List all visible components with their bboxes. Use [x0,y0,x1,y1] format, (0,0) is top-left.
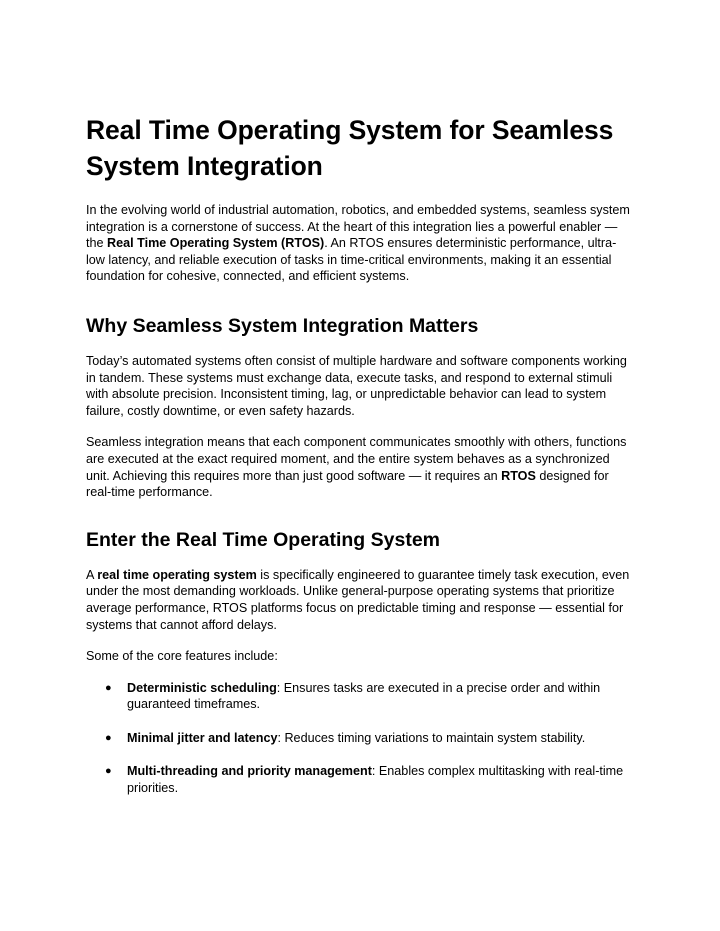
feature-name: Deterministic scheduling [127,680,277,695]
core-features-intro: Some of the core features include: [86,649,278,664]
why-p2-bold-rtos: RTOS [501,468,536,483]
intro-text-2: . An RTOS ensures deterministic performance, ultra-low latency, and reliable execution of tasks in time-critical environments, making it an essential foundation for cohesive, connected, and efficient systems. [86,236,617,284]
intro-paragraph [86,202,634,285]
intro-text-1: In the evolving world of industrial automation, robotics, and embedded systems, seamless system integration is a cornerstone of success. At the heart of this integration lies a powerful enabler — the [86,203,630,251]
list-item [105,730,634,747]
feature-description: : Reduces timing variations to maintain system stability. [277,730,586,745]
features-list [86,680,634,797]
why-p2-text-2: designed for real-time performance. [86,468,609,500]
list-item [105,680,634,713]
enter-p1-text-2: is specifically engineered to guarantee timely task execution, even under the most demanding workloads. Unlike general-purpose operating systems that prioritize average performance, RTOS platforms focus on predictable timing and response — essential for systems that cannot afford delays. [86,567,630,632]
why-paragraph-2 [86,434,634,500]
enter-p1-bold: real time operating system [97,567,257,582]
bullet-icon: ● [105,765,112,778]
feature-name: Minimal jitter and latency [127,730,278,745]
enter-paragraph-1 [86,567,634,633]
feature-description: : Enables complex multitasking with real-time priorities. [127,764,624,796]
bullet-icon: ● [105,731,112,744]
document-title: Real Time Operating System for Seamless System Integration [86,115,614,181]
heading-enter-rtos: Enter the Real Time Operating System [86,528,440,551]
heading-why-integration: Why Seamless System Integration Matters [86,314,479,337]
list-item [105,763,634,796]
feature-name: Multi-threading and priority management [127,764,372,779]
intro-bold-rtos: Real Time Operating System (RTOS) [107,236,325,251]
feature-description: : Ensures tasks are executed in a precise order and within guaranteed timeframes. [127,680,601,712]
why-p2-text-1: Seamless integration means that each component communicates smoothly with others, functions are executed at the exact required moment, and the entire system behaves as a synchronized unit. Achieving this requires more than just good software — it requires an [86,435,627,483]
enter-p1-text-1: A [86,567,98,582]
bullet-icon: ● [105,681,112,694]
why-paragraph-1: Today’s automated systems often consist of multiple hardware and software components working in tandem. These systems must exchange data, execute tasks, and respond to external stimuli with absolute precision. Inconsistent timing, lag, or unpredictable behavior can lead to system failure, costly downtime, or even safety hazards. [86,353,627,418]
